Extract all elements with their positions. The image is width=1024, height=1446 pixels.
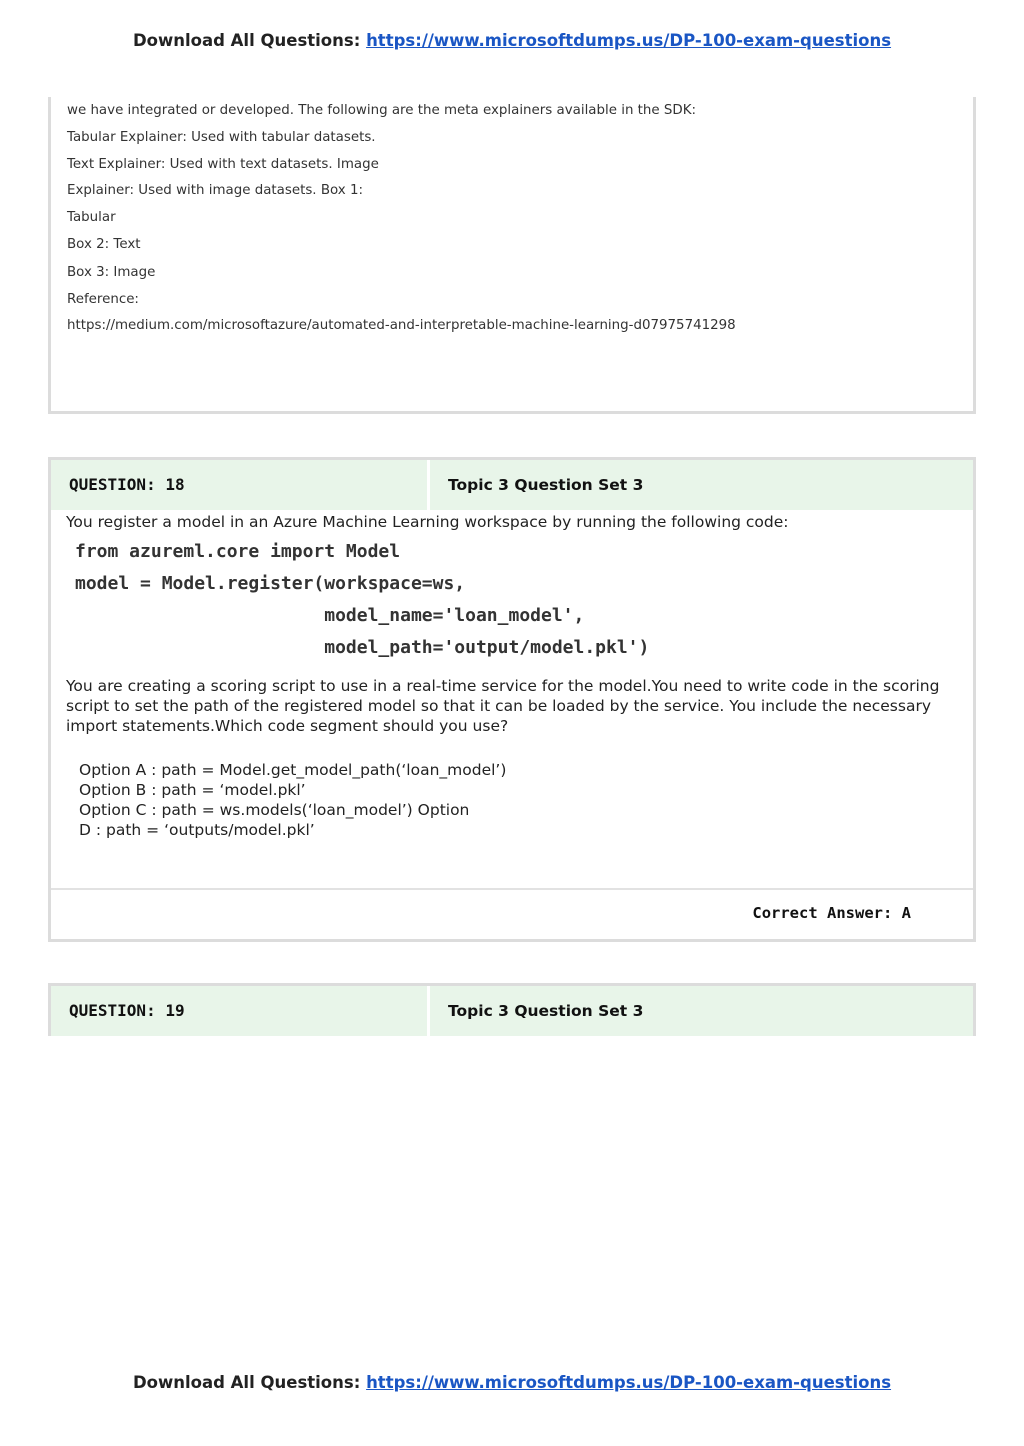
explanation-line: Text Explainer: Used with text datasets. Image (67, 157, 379, 172)
option-line: D : path = ‘outputs/model.pkl’ (79, 821, 315, 839)
code-line: model = Model.register(workspace=ws, (75, 573, 466, 594)
option-line: Option B : path = ‘model.pkl’ (79, 781, 306, 799)
question-text-line: script to set the path of the registered model so that it can be loaded by the service. You include the necessary (66, 697, 931, 715)
explanation-line: we have integrated or developed. The following are the meta explainers available in the SDK: (67, 103, 697, 118)
question-text-line: import statements.Which code segment should you use? (66, 717, 509, 735)
question-text (66, 676, 939, 736)
code-snippet (75, 536, 649, 664)
question-topic: Topic 3 Question Set 3 (448, 476, 644, 494)
explanation-line: Reference: (67, 292, 139, 307)
question-text-line: You are creating a scoring script to use in a real-time service for the model.You need to write code in the scoring (66, 677, 940, 695)
options-list (79, 760, 506, 840)
question-header (51, 460, 973, 510)
question-number: QUESTION: 19 (69, 1001, 185, 1020)
question-topic: Topic 3 Question Set 3 (448, 1002, 644, 1020)
page-header (0, 31, 1024, 50)
question-header (51, 986, 973, 1036)
question-intro: You register a model in an Azure Machine Learning workspace by running the following code: (66, 513, 789, 531)
code-line: model_path='output/model.pkl') (75, 637, 650, 658)
footer-label: Download All Questions: (132, 1373, 361, 1392)
code-line: from azureml.core import Model (75, 541, 401, 562)
footer-download-link[interactable]: https://www.microsoftdumps.us/DP-100-exam-questions (366, 1373, 892, 1392)
explanation-line: Tabular Explainer: Used with tabular datasets. (67, 130, 376, 145)
explanation-line: Tabular (67, 210, 116, 225)
explanation-line: Box 2: Text (67, 237, 141, 252)
previous-explanation-box (48, 97, 976, 414)
question-card-18 (48, 457, 976, 942)
answer-row (51, 888, 973, 938)
explanation-line: Explainer: Used with image datasets. Box 1: (67, 183, 363, 198)
code-line: model_name='loan_model', (75, 605, 585, 626)
page-footer (0, 1373, 1024, 1392)
question-card-19 (48, 983, 976, 1036)
reference-link[interactable]: https://medium.com/microsoftazure/automated-and-interpretable-machine-learning-d07975741298 (67, 318, 736, 333)
header-download-link[interactable]: https://www.microsoftdumps.us/DP-100-exam-questions (366, 31, 892, 50)
question-number: QUESTION: 18 (69, 475, 185, 494)
explanation-line: Box 3: Image (67, 265, 156, 280)
option-line: Option A : path = Model.get_model_path(‘loan_model’) (79, 761, 507, 779)
header-label: Download All Questions: (132, 31, 361, 50)
option-line: Option C : path = ws.models(‘loan_model’) Option (79, 801, 470, 819)
correct-answer: Correct Answer: A (752, 904, 911, 922)
